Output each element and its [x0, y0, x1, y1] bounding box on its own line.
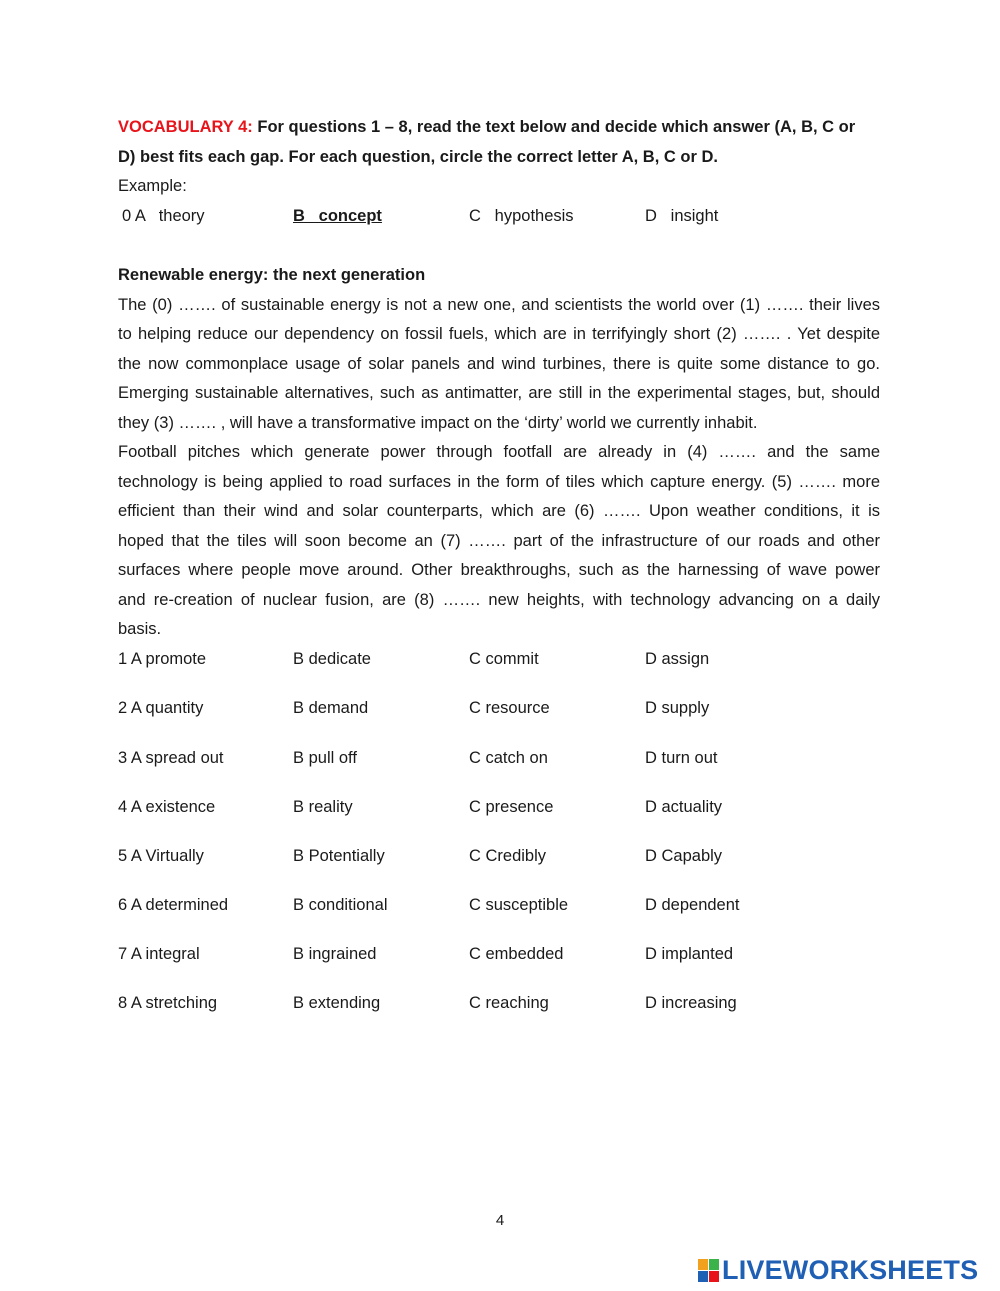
logo-block — [709, 1259, 719, 1270]
question-6-option-c[interactable]: C susceptible — [469, 896, 569, 914]
passage-line: and re-creation of nuclear fusion, are (8) ……. new heights, with technology advancing on a daily — [118, 591, 880, 609]
passage-line: The (0) ……. of sustainable energy is not a new one, and scientists the world over (1) ……. their lives — [118, 296, 880, 314]
question-4-option-c[interactable]: C presence — [469, 798, 554, 816]
question-2-option-c[interactable]: C resource — [469, 699, 550, 717]
question-1-option-a[interactable]: 1 A promote — [118, 650, 207, 668]
question-6-option-d[interactable]: D dependent — [645, 896, 740, 914]
passage-line: hoped that the tiles will soon become an (7) ……. part of the infrastructure of our roads and other — [118, 532, 880, 550]
passage-title: Renewable energy: the next generation — [118, 266, 426, 284]
question-7-option-c[interactable]: C embedded — [469, 945, 564, 963]
question-7-option-a[interactable]: 7 A integral — [118, 945, 200, 963]
question-7-option-b[interactable]: B ingrained — [293, 945, 377, 963]
example-option-b-correct: B concept — [293, 207, 382, 225]
question-4-option-b[interactable]: B reality — [293, 798, 353, 816]
passage-line: to helping reduce our dependency on fossil fuels, which are in terrifyingly short (2) ……. . Yet despite — [118, 325, 880, 343]
logo-text: LIVEWORKSHEETS — [722, 1255, 979, 1285]
passage-line: the now commonplace usage of solar panels and wind turbines, there is quite some distance to go. — [118, 355, 880, 373]
example-label: Example: — [118, 177, 187, 195]
question-8-option-c[interactable]: C reaching — [469, 994, 549, 1012]
logo-block — [698, 1271, 708, 1282]
instruction-text-1: For questions 1 – 8, read the text below and decide which answer (A, B, C or — [257, 118, 856, 136]
page-number: 4 — [495, 1212, 505, 1229]
passage-line: surfaces where people move around. Other breakthroughs, such as the harnessing of wave power — [118, 561, 880, 579]
logo-blocks-icon — [698, 1259, 719, 1282]
liveworksheets-logo[interactable] — [698, 1254, 978, 1286]
question-1-option-b[interactable]: B dedicate — [293, 650, 371, 668]
question-2-option-a[interactable]: 2 A quantity — [118, 699, 204, 717]
vocabulary-label: VOCABULARY 4: — [118, 118, 253, 136]
passage-line: Football pitches which generate power through footfall are already in (4) ……. and the same — [118, 443, 880, 461]
passage-line: basis. — [118, 620, 162, 638]
question-3-option-b[interactable]: B pull off — [293, 749, 357, 767]
question-5-option-a[interactable]: 5 A Virtually — [118, 847, 204, 865]
instruction-line-2: D) best fits each gap. For each question, circle the correct letter A, B, C or D. — [118, 148, 718, 166]
question-5-option-d[interactable]: D Capably — [645, 847, 723, 865]
passage-line: they (3) ……. , will have a transformative impact on the ‘dirty’ world we currently inhabit. — [118, 414, 758, 432]
question-5-option-c[interactable]: C Credibly — [469, 847, 547, 865]
logo-block — [709, 1271, 719, 1282]
question-3-option-d[interactable]: D turn out — [645, 749, 718, 767]
instruction-line-1 — [118, 117, 855, 137]
question-5-option-b[interactable]: B Potentially — [293, 847, 385, 865]
question-6-option-a[interactable]: 6 A determined — [118, 896, 229, 914]
passage-line: technology is being applied to road surfaces in the form of tiles which capture energy. (5) ……. more — [118, 473, 880, 491]
question-6-option-b[interactable]: B conditional — [293, 896, 388, 914]
question-7-option-d[interactable]: D implanted — [645, 945, 734, 963]
question-4-option-d[interactable]: D actuality — [645, 798, 723, 816]
question-8-option-a[interactable]: 8 A stretching — [118, 994, 218, 1012]
passage-line: Emerging sustainable alternatives, such as antimatter, are still in the experimental stages, but, should — [118, 384, 880, 402]
question-1-option-c[interactable]: C commit — [469, 650, 539, 668]
question-2-option-b[interactable]: B demand — [293, 699, 369, 717]
question-8-option-b[interactable]: B extending — [293, 994, 381, 1012]
question-8-option-d[interactable]: D increasing — [645, 994, 737, 1012]
question-3-option-a[interactable]: 3 A spread out — [118, 749, 224, 767]
example-option-c: C hypothesis — [469, 207, 574, 225]
question-1-option-d[interactable]: D assign — [645, 650, 710, 668]
logo-block — [698, 1259, 708, 1270]
question-3-option-c[interactable]: C catch on — [469, 749, 548, 767]
example-option-a: 0 A theory — [122, 207, 205, 225]
passage-line: efficient than their wind and solar counterparts, which are (6) ……. Upon weather conditions, it is — [118, 502, 880, 520]
question-4-option-a[interactable]: 4 A existence — [118, 798, 216, 816]
question-2-option-d[interactable]: D supply — [645, 699, 710, 717]
example-option-d: D insight — [645, 207, 719, 225]
